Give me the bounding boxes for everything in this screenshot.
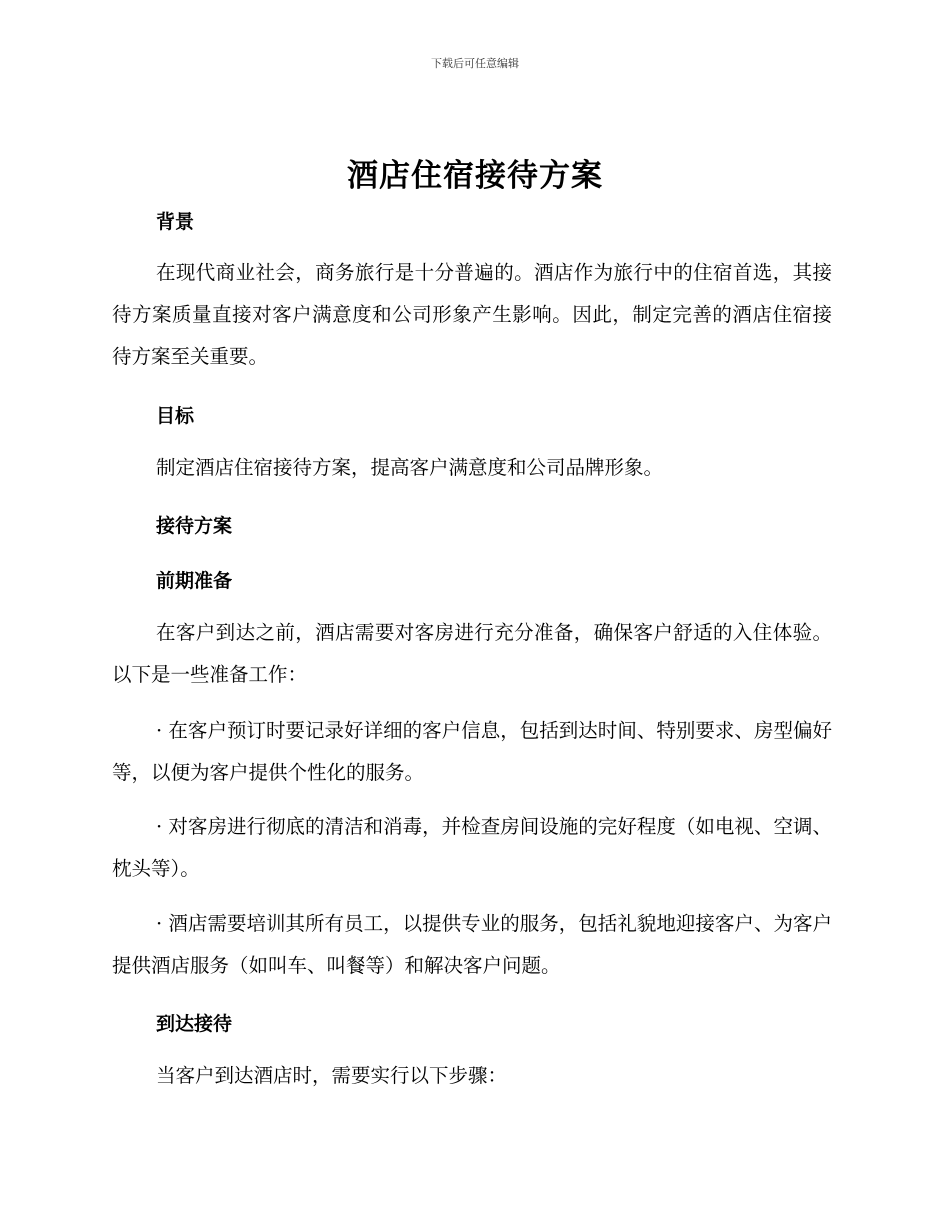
heading-plan: 接待方案 (156, 515, 233, 537)
paragraph-preparation: 在客户到达之前，酒店需要对客房进行充分准备，确保客户舒适的入住体验。以下是一些准备工作： (112, 621, 832, 686)
heading-arrival: 到达接待 (156, 1013, 233, 1035)
heading-preparation: 前期准备 (156, 570, 233, 592)
heading-background: 背景 (156, 211, 195, 233)
paragraph-goal: 制定酒店住宿接待方案，提高客户满意度和公司品牌形象。 (156, 456, 664, 479)
list-item: · 在客户预订时要记录好详细的客户信息，包括到达时间、特别要求、房型偏好等，以便为客户提供个性化的服务。 (112, 719, 832, 784)
paragraph-arrival: 当客户到达酒店时，需要实行以下步骤： (156, 1064, 508, 1087)
paragraph-background: 在现代商业社会，商务旅行是十分普遍的。酒店作为旅行中的住宿首选，其接待方案质量直接对客户满意度和公司形象产生影响。因此，制定完善的酒店住宿接待方案至关重要。 (112, 261, 832, 368)
page-title: 酒店住宿接待方案 (347, 158, 603, 194)
heading-goal: 目标 (156, 405, 195, 427)
list-item: · 酒店需要培训其所有员工，以提供专业的服务，包括礼貌地迎接客户、为客户提供酒店服务（如叫车、叫餐等）和解决客户问题。 (112, 912, 832, 977)
list-item: · 对客房进行彻底的清洁和消毒，并检查房间设施的完好程度（如电视、空调、枕头等）。 (112, 815, 832, 880)
header-note: 下载后可任意编辑 (431, 57, 519, 70)
